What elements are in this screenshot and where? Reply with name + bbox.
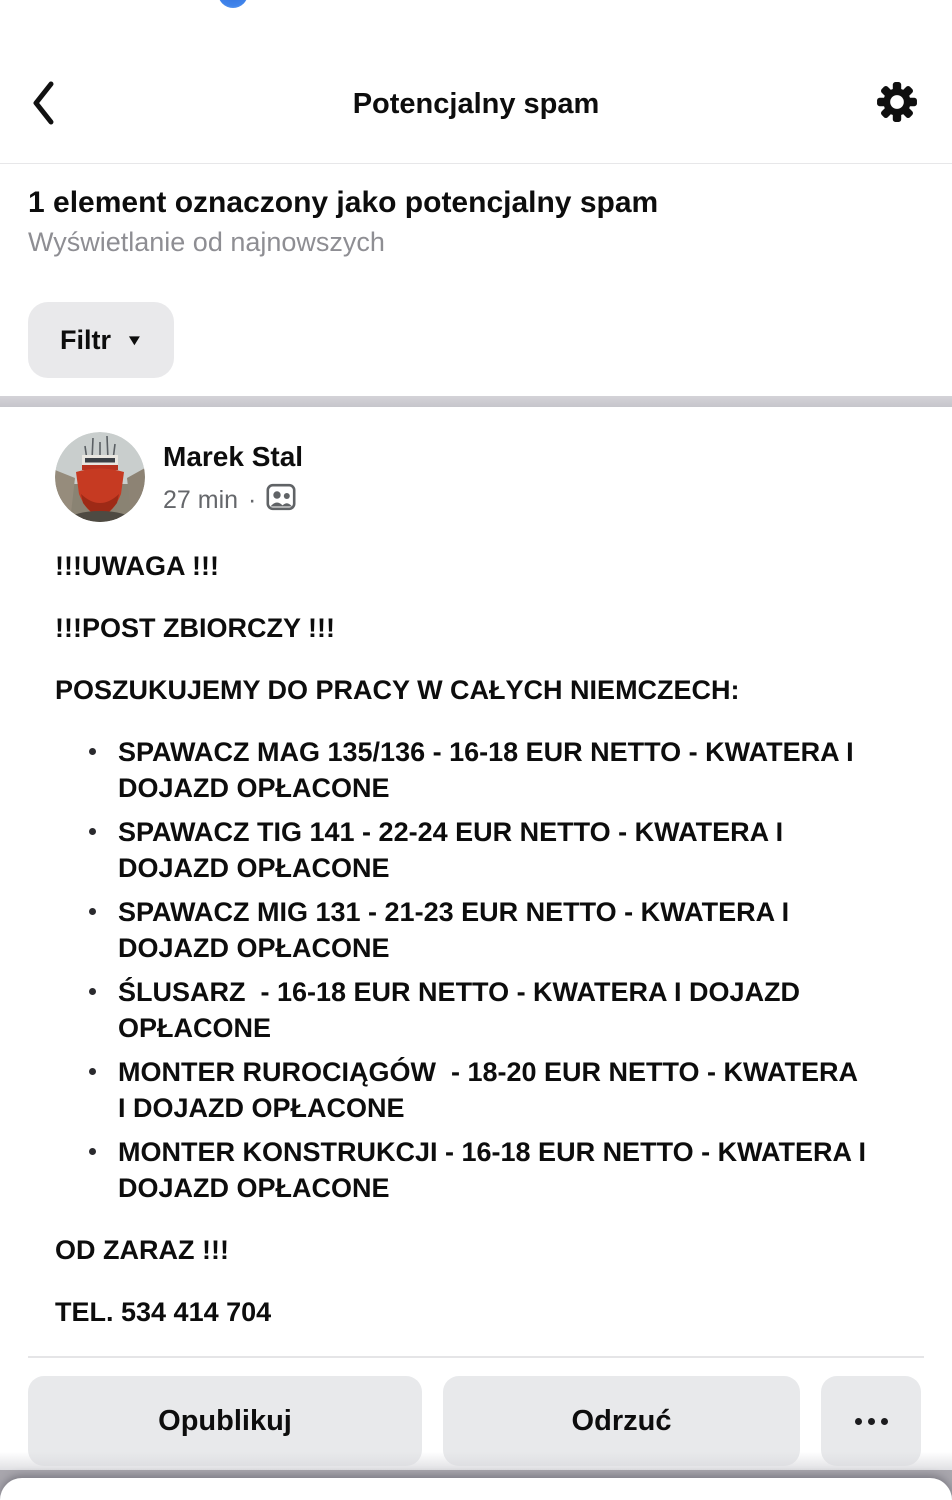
next-card-preview — [0, 1478, 952, 1500]
author-name[interactable]: Marek Stal — [163, 441, 304, 472]
page-title: Potencjalny spam — [352, 88, 600, 120]
post-meta — [163, 482, 303, 519]
sort-order-label: Wyświetlanie od najnowszych — [28, 227, 385, 257]
job-list — [55, 734, 874, 1206]
publish-button[interactable]: Opublikuj — [28, 1376, 422, 1466]
filter-button[interactable] — [28, 302, 174, 378]
post-header — [0, 432, 952, 522]
post-body — [55, 548, 874, 1330]
job-list-item: MONTER RUROCIĄGÓW - 18-20 EUR NETTO - KWATERA I DOJAZD OPŁACONE — [55, 1054, 867, 1126]
meta-separator: · — [248, 486, 257, 514]
results-count: 1 element oznaczony jako potencjalny spam — [28, 186, 659, 219]
job-list-item: SPAWACZ MIG 131 - 21-23 EUR NETTO - KWATERA I DOJAZD OPŁACONE — [55, 894, 867, 966]
results-header — [0, 164, 952, 378]
job-list-item: SPAWACZ MAG 135/136 - 16-18 EUR NETTO - KWATERA I DOJAZD OPŁACONE — [55, 734, 867, 806]
post-paragraph: POSZUKUJEMY DO PRACY W CAŁYCH NIEMCZECH: — [55, 675, 740, 705]
ship-photo — [55, 509, 145, 522]
post-paragraph: !!!POST ZBIORCZY !!! — [55, 613, 335, 643]
section-divider — [0, 396, 952, 407]
ellipsis-icon — [868, 1418, 875, 1425]
bullet-dot — [89, 1148, 96, 1155]
post-paragraph: !!!UWAGA !!! — [55, 551, 219, 581]
navigation-bar — [0, 0, 952, 164]
group-photo-icon — [266, 482, 296, 519]
ellipsis-icon — [855, 1418, 862, 1425]
phone-number: TEL. 534 414 704 — [55, 1297, 272, 1327]
bullet-dot — [89, 988, 96, 995]
post-card — [0, 407, 952, 1466]
chevron-down-icon: ▼ — [125, 331, 144, 349]
moderation-actions — [0, 1358, 952, 1466]
job-list-item: MONTER KONSTRUKCJI - 16-18 EUR NETTO - KWATERA I DOJAZD OPŁACONE — [55, 1134, 867, 1206]
post-paragraph: OD ZARAZ !!! — [55, 1235, 229, 1265]
filter-label: Filtr — [60, 324, 111, 355]
bullet-dot — [89, 748, 96, 755]
settings-button[interactable] — [875, 81, 919, 125]
post-head-info — [163, 432, 303, 519]
job-list-item: SPAWACZ TIG 141 - 22-24 EUR NETTO - KWATERA I DOJAZD OPŁACONE — [55, 814, 867, 886]
bullet-dot — [89, 1068, 96, 1075]
avatar[interactable] — [55, 432, 145, 522]
reject-button[interactable]: Odrzuć — [443, 1376, 800, 1466]
bullet-dot — [89, 908, 96, 915]
timestamp: 27 min — [163, 486, 239, 514]
ellipsis-icon — [881, 1418, 888, 1425]
bullet-dot — [89, 828, 96, 835]
gear-icon — [876, 111, 918, 126]
job-list-item: ŚLUSARZ - 16-18 EUR NETTO - KWATERA I DOJAZD OPŁACONE — [55, 974, 867, 1046]
